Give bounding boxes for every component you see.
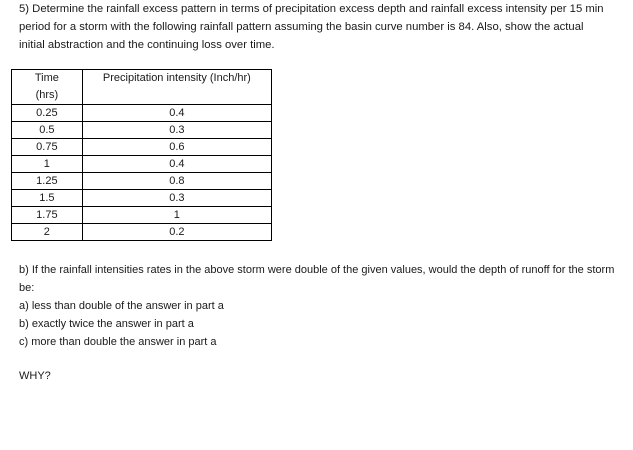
cell-time: 2: [12, 224, 83, 241]
cell-intensity: 0.4: [82, 105, 271, 122]
table-header-row: [12, 70, 272, 105]
cell-intensity: 0.3: [82, 190, 271, 207]
cell-intensity: 0.6: [82, 139, 271, 156]
option-b: b) exactly twice the answer in part a: [19, 318, 194, 330]
header-precip: Precipitation intensity (Inch/hr): [82, 70, 271, 105]
option-a: a) less than double of the answer in part a: [19, 300, 224, 312]
part-b-section: [19, 261, 619, 351]
part-b-prompt: b) If the rainfall intensities rates in the above storm were double of the given values, would the depth of runoff for the storm be:: [19, 264, 615, 294]
header-time-label: Time: [34, 72, 59, 84]
cell-intensity: 0.8: [82, 173, 271, 190]
cell-time: 0.5: [12, 122, 83, 139]
table-row: [12, 173, 272, 190]
cell-time: 1.75: [12, 207, 83, 224]
header-time: [12, 70, 83, 105]
table-row: [12, 122, 272, 139]
table-row: [12, 207, 272, 224]
cell-time: 1.25: [12, 173, 83, 190]
table-row: [12, 139, 272, 156]
table-row: [12, 105, 272, 122]
cell-time: 1: [12, 156, 83, 173]
cell-intensity: 0.4: [82, 156, 271, 173]
cell-time: 0.25: [12, 105, 83, 122]
cell-time: 0.75: [12, 139, 83, 156]
table-row: [12, 190, 272, 207]
cell-intensity: 0.3: [82, 122, 271, 139]
rainfall-table: [11, 69, 272, 241]
cell-time: 1.5: [12, 190, 83, 207]
cell-intensity: 0.2: [82, 224, 271, 241]
why-prompt: WHY?: [19, 370, 51, 382]
question-text: 5) Determine the rainfall excess pattern in terms of precipitation excess depth and rainfall excess intensity per 15 min period for a storm with the following rainfall pattern assuming the basin curve number is 84. Also, show the actual initial abstraction and the continuing loss over time.: [19, 3, 604, 51]
table-row: [12, 156, 272, 173]
header-time-unit: (hrs): [35, 89, 59, 101]
option-c: c) more than double the answer in part a: [19, 336, 217, 348]
cell-intensity: 1: [82, 207, 271, 224]
table-row: [12, 224, 272, 241]
